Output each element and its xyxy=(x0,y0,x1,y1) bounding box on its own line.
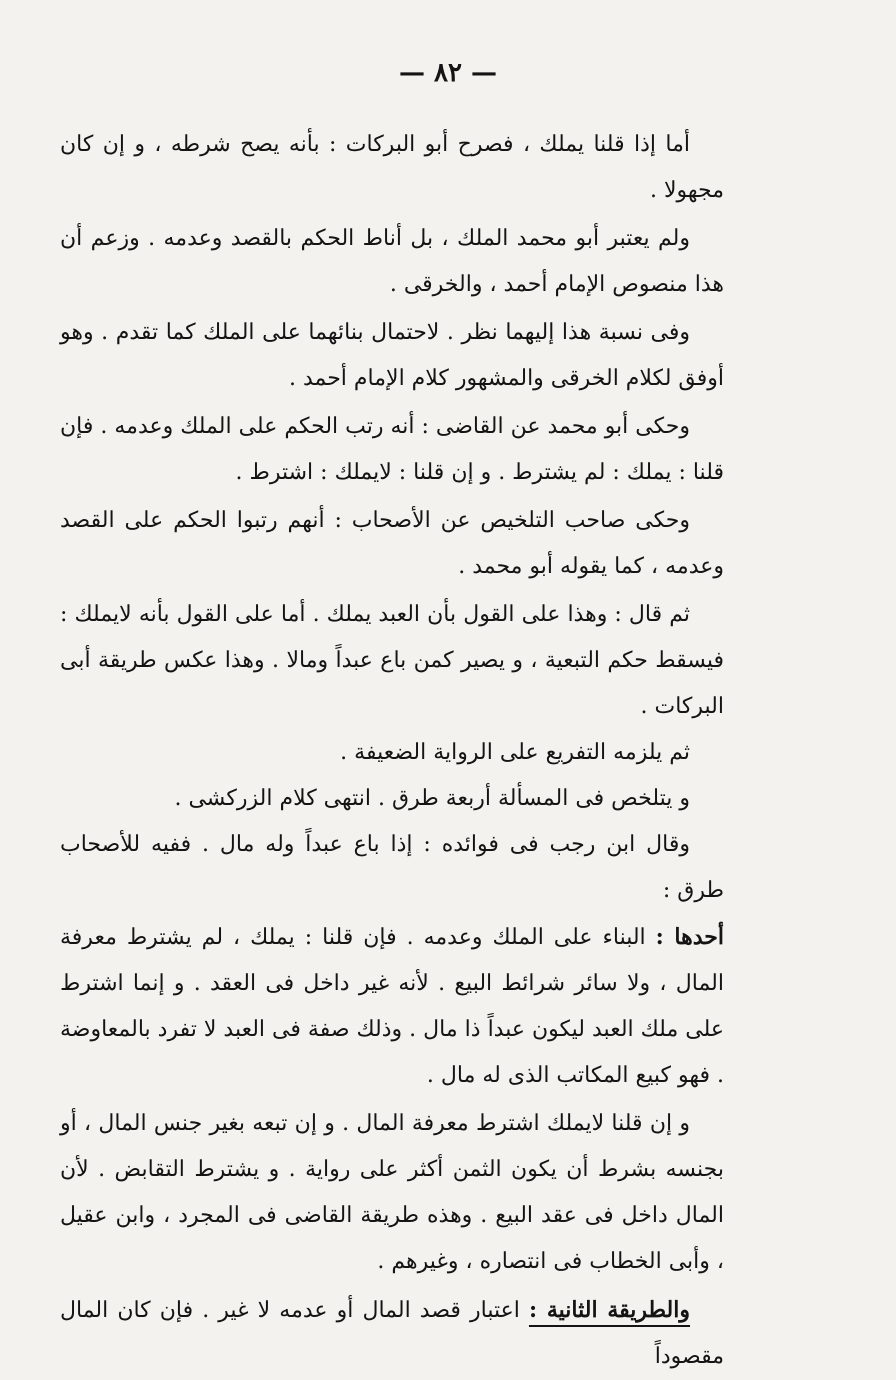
paragraph xyxy=(60,914,724,1099)
paragraph-lead: أحدها : xyxy=(655,924,724,950)
paragraph-text: وفى نسبة هذا إليهما نظر . لاحتمال بنائهما على الملك كما تقدم . وهو أوفق لكلام الخرقى والمشهور كلام الإمام أحمد . xyxy=(60,320,724,391)
paragraph xyxy=(60,498,724,590)
paragraph xyxy=(60,592,724,730)
paragraph xyxy=(60,822,724,914)
paragraph xyxy=(60,122,724,214)
paragraph-text: ثم قال : وهذا على القول بأن العبد يملك . أما على القول بأنه لايملك : فيسقط حكم التبعية ، و يصير كمن باع عبداً ومالا . وهذا عكس طريقة أبى البركات . xyxy=(60,602,724,719)
paragraph xyxy=(60,216,724,308)
paragraph xyxy=(60,730,724,776)
paragraph-text: أما إذا قلنا يملك ، فصرح أبو البركات : بأنه يصح شرطه ، و إن كان مجهولا . xyxy=(60,132,724,203)
paragraph-lead: والطريقة الثانية : xyxy=(528,1297,690,1323)
paragraph xyxy=(60,404,724,496)
paragraph-text: وحكى صاحب التلخيص عن الأصحاب : أنهم رتبوا الحكم على القصد وعدمه ، كما يقوله أبو محمد . xyxy=(60,508,724,579)
paragraph xyxy=(60,776,724,822)
paragraph xyxy=(60,310,724,402)
paragraph-text: ولم يعتبر أبو محمد الملك ، بل أناط الحكم بالقصد وعدمه . وزعم أن هذا منصوص الإمام أحمد ، والخرقى . xyxy=(60,226,724,297)
paragraph-text: و يتلخص فى المسألة أربعة طرق . انتهى كلام الزركشى . xyxy=(174,786,690,811)
paragraph xyxy=(60,1287,724,1380)
paragraph-text: وقال ابن رجب فى فوائده : إذا باع عبداً وله مال . ففيه للأصحاب طرق : xyxy=(60,832,724,903)
paragraph-text: وحكى أبو محمد عن القاضى : أنه رتب الحكم على الملك وعدمه . فإن قلنا : يملك : لم يشترط . و إن قلنا : لايملك : اشترط . xyxy=(60,414,724,485)
paragraph xyxy=(60,1101,724,1285)
paragraph-text: اعتبار قصد المال أو عدمه لا غير . فإن كان المال مقصوداً xyxy=(60,1298,724,1369)
page-number: — ٨٢ — xyxy=(398,58,498,88)
paragraph-text: ثم يلزمه التفريع على الرواية الضعيفة . xyxy=(340,740,690,765)
paragraph-text: و إن قلنا لايملك اشترط معرفة المال . و إن تبعه بغير جنس المال ، أو بجنسه بشرط أن يكون الثمن أكثر على رواية . و يشترط التقابض . لأن المال داخل فى عقد البيع . وهذه طريقة القاضى فى المجرد ، وابن عقيل ، وأبى الخطاب فى انتصاره ، وغيرهم . xyxy=(60,1111,724,1274)
paragraph-text: البناء على الملك وعدمه . فإن قلنا : يملك ، لم يشترط معرفة المال ، ولا سائر شرائط البيع . لأنه غير داخل فى العقد . و إنما اشترط على ملك العبد ليكون عبداً ذا مال . وذلك صفة فى العبد لا تفرد بالمعاوضة . فهو كبيع المكاتب الذى له مال . xyxy=(60,925,724,1088)
body-text xyxy=(60,122,724,1380)
